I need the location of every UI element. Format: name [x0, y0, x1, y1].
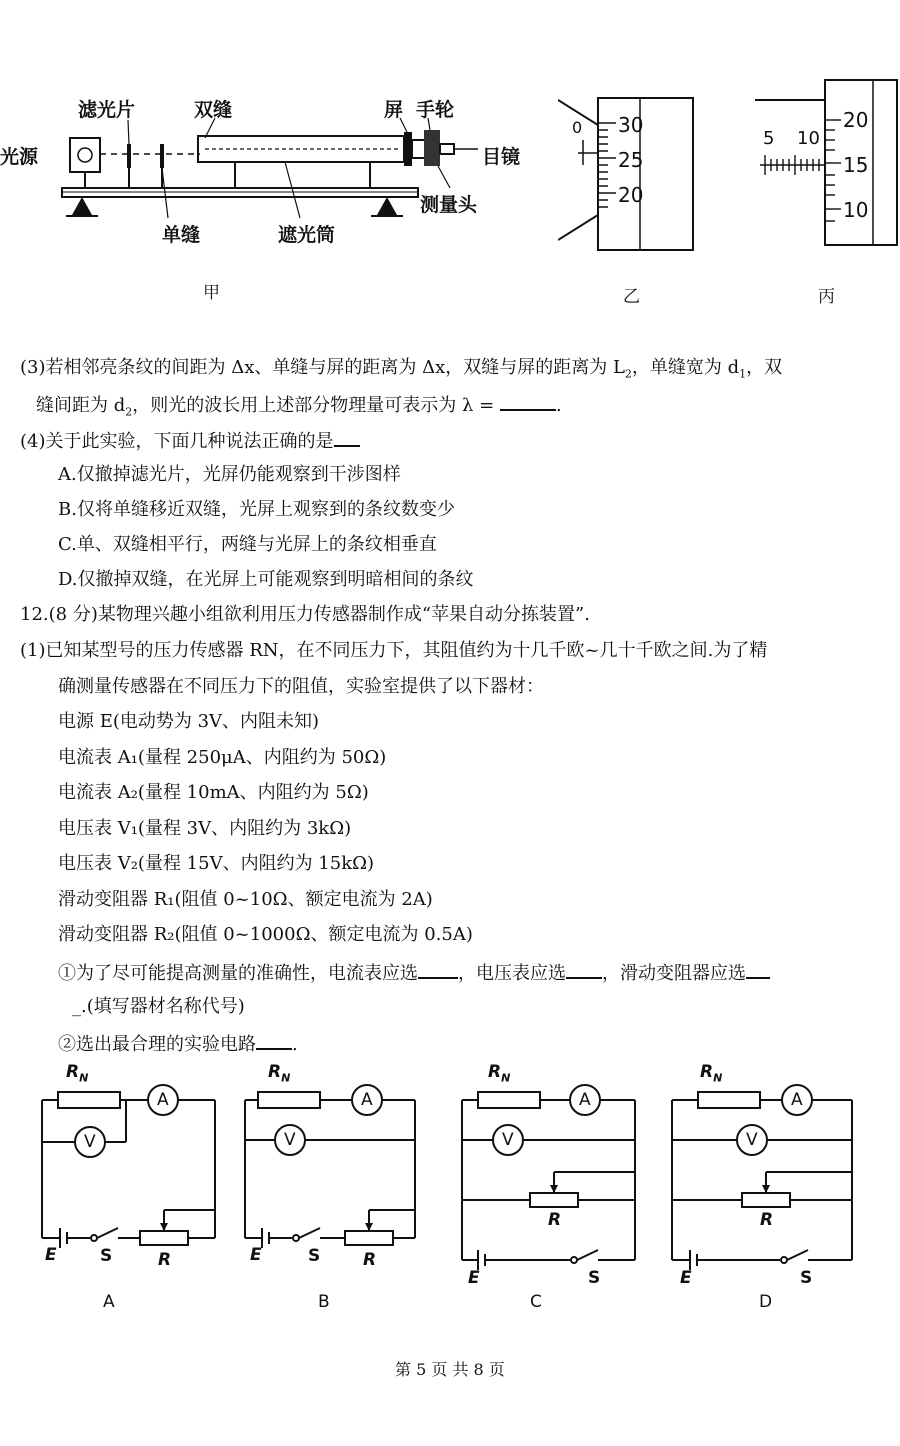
- bing-tick-15: 15: [843, 153, 869, 177]
- equipment-ammeter-a2: 电流表 A₂(量程 10mA、内阻约为 5Ω): [58, 782, 369, 803]
- switch-a-label: S: [100, 1246, 113, 1266]
- label-measure-head: 测量头: [420, 194, 478, 216]
- rheostat-d-label: R: [760, 1210, 774, 1230]
- ammeter-d-label: A: [791, 1090, 803, 1110]
- ammeter-choice-blank[interactable]: [418, 959, 458, 979]
- caption-jia: 甲: [203, 283, 220, 303]
- caption-circuit-b: B: [318, 1292, 330, 1312]
- switch-d-label: S: [800, 1268, 813, 1288]
- label-double-slit: 双缝: [194, 99, 233, 121]
- rn-label-c: $R_N$: [488, 1062, 511, 1085]
- rn-label-b: $R_N$: [268, 1062, 291, 1085]
- yi-main-zero: 0: [572, 118, 583, 137]
- switch-b-label: S: [308, 1246, 321, 1266]
- q12-sub1: ①为了尽可能提高测量的准确性，电流表应选 ，电压表应选 ，滑动变阻器应选: [58, 959, 770, 986]
- label-light-source: 光源: [0, 146, 39, 168]
- voltmeter-c-label: V: [502, 1130, 514, 1150]
- rn-label-d: $R_N$: [700, 1062, 723, 1085]
- bing-tick-10: 10: [843, 198, 869, 222]
- battery-d-label: E: [680, 1268, 692, 1288]
- label-filter: 滤光片: [78, 99, 136, 121]
- circuit-d-labels: [0, 1060, 870, 1320]
- voltmeter-d-label: V: [746, 1130, 758, 1150]
- label-screen: 屏: [384, 99, 404, 121]
- battery-c-label: E: [468, 1268, 480, 1288]
- caption-bing: 丙: [818, 287, 835, 307]
- page-footer: 第 5 页 共 8 页: [395, 1360, 505, 1379]
- label-eyepiece: 目镜: [482, 146, 521, 168]
- label-single-slit: 单缝: [162, 224, 201, 246]
- q12-p1-line1: (1)已知某型号的压力传感器 RN，在不同压力下，其阻值约为十几千欧~几十千欧之间.为了精: [20, 640, 768, 661]
- q4-option-a: A.仅撤掉滤光片，光屏仍能观察到干涉图样: [58, 464, 401, 485]
- q12-title: 12.(8 分)某物理兴趣小组欲利用压力传感器制作成“苹果自动分拣装置”.: [20, 604, 590, 625]
- equipment-rheostat-r1: 滑动变阻器 R₁(阻值 0~10Ω、额定电流为 2A): [58, 889, 433, 910]
- ammeter-c-label: A: [579, 1090, 591, 1110]
- rheostat-c-label: R: [548, 1210, 562, 1230]
- ammeter-a-label: A: [157, 1090, 169, 1110]
- ammeter-b-label: A: [361, 1090, 373, 1110]
- bing-main-10: 10: [797, 128, 820, 149]
- q4-option-c: C.单、双缝相平行，两缝与光屏上的条纹相垂直: [58, 534, 437, 555]
- figure-bing-micrometer: [755, 75, 900, 255]
- q3-answer-blank[interactable]: [500, 391, 556, 411]
- voltmeter-b-label: V: [284, 1130, 296, 1150]
- bing-tick-20: 20: [843, 108, 869, 132]
- q4-option-d: D.仅撤掉双缝，在光屏上可能观察到明暗相间的条纹: [58, 569, 474, 590]
- bing-main-5: 5: [763, 128, 775, 149]
- q3-line-2: 缝间距为 $d_2$，则光的波长用上述部分物理量可表示为 λ = .: [36, 391, 562, 425]
- q4-stem: (4)关于此实验，下面几种说法正确的是: [20, 427, 360, 454]
- q12-sub2: ②选出最合理的实验电路 .: [58, 1030, 298, 1057]
- caption-circuit-c: C: [530, 1292, 542, 1312]
- q12-sub1-cont: _.(填写器材名称代号): [72, 996, 245, 1017]
- rheostat-a-label: R: [158, 1250, 172, 1270]
- q4-option-b: B.仅将单缝移近双缝，光屏上观察到的条纹数变少: [58, 499, 455, 520]
- rn-label-a: $R_N$: [66, 1062, 89, 1085]
- rheostat-choice-blank[interactable]: [746, 959, 770, 979]
- voltmeter-a-label: V: [84, 1132, 96, 1152]
- voltmeter-choice-blank[interactable]: [566, 959, 602, 979]
- label-tube: 遮光筒: [278, 224, 336, 246]
- yi-tick-25: 25: [618, 148, 644, 172]
- battery-a-label: E: [45, 1245, 57, 1265]
- equipment-rheostat-r2: 滑动变阻器 R₂(阻值 0~1000Ω、额定电流为 0.5A): [58, 924, 473, 945]
- equipment-voltmeter-v2: 电压表 V₂(量程 15V、内阻约为 15kΩ): [58, 853, 375, 874]
- equipment-voltmeter-v1: 电压表 V₁(量程 3V、内阻约为 3kΩ): [58, 818, 352, 839]
- equipment-battery: 电源 E(电动势为 3V、内阻未知): [58, 711, 320, 732]
- yi-tick-30: 30: [618, 113, 644, 137]
- q4-answer-blank[interactable]: [334, 427, 360, 447]
- equipment-ammeter-a1: 电流表 A₁(量程 250μA、内阻约为 50Ω): [58, 747, 387, 768]
- label-handwheel: 手轮: [416, 99, 455, 121]
- caption-circuit-d: D: [759, 1292, 773, 1312]
- caption-circuit-a: A: [103, 1292, 115, 1312]
- caption-yi: 乙: [623, 287, 640, 307]
- q12-p1-line2: 确测量传感器在不同压力下的阻值，实验室提供了以下器材：: [58, 676, 544, 697]
- switch-c-label: S: [588, 1268, 601, 1288]
- q3-line-1: (3)若相邻亮条纹的间距为 Δx、单缝与屏的距离为 Δx，双缝与屏的距离为 $L_2$，单缝宽为 $d_1$，双: [20, 357, 783, 381]
- battery-b-label: E: [250, 1245, 262, 1265]
- circuit-choice-blank[interactable]: [256, 1030, 292, 1050]
- rheostat-b-label: R: [363, 1250, 377, 1270]
- yi-tick-20: 20: [618, 183, 644, 207]
